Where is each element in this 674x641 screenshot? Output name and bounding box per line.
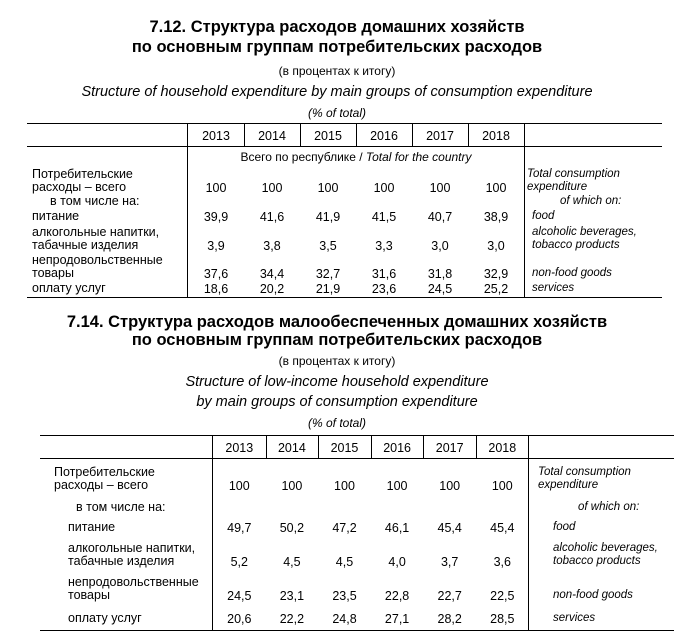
t1-cell-value: 21,9 [315, 282, 341, 296]
t2-year-2015: 2015 [330, 441, 359, 455]
t1-cell-value: 25,2 [483, 282, 509, 296]
table1-top-rule [27, 123, 662, 124]
table1-header-rule [27, 146, 662, 147]
t2-row-label: расходы – всего [54, 478, 149, 492]
t1-cell-value: 41,9 [315, 210, 341, 224]
t1-cell-value: 3,0 [487, 239, 505, 253]
t1-row-label: оплату услуг [32, 281, 106, 295]
table1-title-line2: по основным группам потребительских расходов [131, 38, 543, 56]
t2-row-label-en: food [553, 521, 576, 533]
t1-year-2014: 2014 [258, 129, 286, 143]
t2-row-label: в том числе на: [76, 500, 166, 514]
t2-row-label: питание [68, 520, 116, 534]
t1-cell-value: 100 [373, 181, 395, 195]
t2-row-label-en: Total consumption [538, 466, 631, 478]
t1-cell-value: 18,6 [203, 282, 229, 296]
t2-cell-value: 28,2 [437, 612, 462, 626]
t2-cell-value: 22,7 [437, 589, 462, 603]
t1-cell-value: 31,6 [371, 267, 397, 281]
t2-cell-value: 100 [281, 479, 303, 493]
t2-row-label: оплату услуг [68, 611, 142, 625]
t2-cell-value: 3,7 [440, 555, 459, 569]
t2-row-label-en: tobacco products [553, 555, 641, 567]
t1-row-label-en: of which on: [560, 195, 622, 207]
t2-cell-value: 100 [439, 479, 461, 493]
t1-year-2016: 2016 [370, 129, 398, 143]
table1-subheader [188, 150, 524, 164]
table2-title-line1: 7.14. Структура расходов малообеспеченных домашних хозяйств [66, 313, 608, 331]
t2-row-label: Потребительские [54, 465, 155, 479]
t1-cell-value: 100 [205, 181, 227, 195]
t1-row-label-en: food [532, 210, 555, 222]
t1-row-label-en: tobacco products [532, 239, 620, 251]
t2-cell-value: 45,4 [490, 521, 515, 535]
table2-title-line2: по основным группам потребительских расходов [131, 331, 543, 349]
t1-year-2017: 2017 [426, 129, 454, 143]
t1-year-2013: 2013 [202, 129, 230, 143]
t1-row-label: алкогольные напитки, [32, 225, 160, 239]
t2-row-label: непродовольственные [68, 575, 199, 589]
t2-cell-value: 4,5 [335, 555, 354, 569]
t2-year-2016: 2016 [383, 441, 411, 455]
table1-unit-en: (% of total) [307, 106, 367, 120]
table2-top-rule [40, 435, 674, 436]
t1-cell-value: 3,5 [319, 239, 337, 253]
t1-row-label-en: Total consumption [527, 168, 620, 180]
t1-row-label: в том числе на: [50, 194, 140, 208]
t2-cell-value: 49,7 [227, 521, 252, 535]
t2-cell-value: 100 [386, 479, 408, 493]
t2-cell-value: 100 [491, 479, 513, 493]
t2-cell-value: 23,1 [279, 589, 305, 603]
table1-subheader-ru: Всего по республике / [240, 150, 366, 164]
t1-cell-value: 32,7 [315, 267, 341, 281]
t2-year-2014: 2014 [277, 441, 306, 455]
table2-header-rule [40, 458, 674, 459]
table1-bottom-rule [27, 297, 662, 298]
t1-cell-value: 24,5 [427, 282, 453, 296]
table2-unit-ru: (в процентах к итогу) [278, 354, 396, 368]
table1-subheader-en: Total for the country [365, 150, 472, 164]
t1-cell-value: 100 [261, 181, 283, 195]
t1-cell-value: 39,9 [203, 210, 229, 224]
t2-cell-value: 45,4 [437, 521, 462, 535]
t1-cell-value: 31,8 [427, 267, 453, 281]
t2-cell-value: 22,2 [279, 612, 305, 626]
t1-cell-value: 3,9 [207, 239, 225, 253]
t2-row-label-en: non-food goods [553, 589, 633, 601]
t2-cell-value: 28,5 [490, 612, 515, 626]
t1-cell-value: 40,7 [427, 210, 453, 224]
t2-cell-value: 47,2 [332, 521, 357, 535]
t1-cell-value: 100 [429, 181, 451, 195]
t1-row-label: питание [32, 209, 80, 223]
table1-unit-ru: (в процентах к итогу) [278, 64, 396, 78]
t2-year-2013: 2013 [225, 441, 254, 455]
t2-row-label: товары [68, 588, 110, 602]
table2-unit-en: (% of total) [307, 416, 367, 430]
t2-cell-value: 100 [334, 479, 355, 493]
t2-cell-value: 22,8 [384, 589, 410, 603]
t2-cell-value: 5,2 [230, 555, 248, 569]
t1-row-label: Потребительские [32, 167, 133, 181]
t1-cell-value: 20,2 [259, 282, 285, 296]
t1-cell-value: 41,5 [371, 210, 397, 224]
t2-row-label: табачные изделия [68, 554, 175, 568]
table1-title-en: Structure of household expenditure by main groups of consumption expenditure [81, 84, 593, 100]
t1-cell-value: 32,9 [483, 267, 509, 281]
t2-cell-value: 100 [228, 479, 250, 493]
table1-title-line1: 7.12. Структура расходов домашних хозяйств [149, 18, 525, 36]
t2-cell-value: 4,0 [388, 555, 406, 569]
t2-row-label-en: of which on: [578, 501, 640, 513]
t2-cell-value: 24,8 [332, 612, 357, 626]
t2-cell-value: 46,1 [384, 521, 410, 535]
t1-cell-value: 3,0 [431, 239, 449, 253]
t2-row-label-en: services [553, 612, 596, 624]
t1-cell-value: 23,6 [371, 282, 397, 296]
t2-cell-value: 4,5 [283, 555, 301, 569]
t2-row-label-en: alcoholic beverages, [553, 542, 658, 554]
t1-row-label: табачные изделия [32, 238, 139, 252]
t2-cell-value: 23,5 [332, 589, 357, 603]
t1-year-2015: 2015 [314, 129, 342, 143]
t1-row-label-en: services [532, 282, 575, 294]
t2-year-2018: 2018 [488, 441, 517, 455]
t2-row-label: алкогольные напитки, [68, 541, 196, 555]
t1-row-label: товары [32, 266, 74, 280]
t1-year-2018: 2018 [482, 129, 510, 143]
t2-row-label-en: expenditure [538, 479, 599, 491]
table1-right-divider [524, 123, 525, 297]
t1-cell-value: 100 [485, 181, 507, 195]
t1-cell-value: 41,6 [259, 210, 285, 224]
t2-cell-value: 20,6 [227, 612, 252, 626]
t2-cell-value: 24,5 [227, 589, 252, 603]
t2-cell-value: 50,2 [279, 521, 305, 535]
t2-cell-value: 3,6 [493, 555, 511, 569]
t1-row-label: расходы – всего [32, 180, 127, 194]
table2-bottom-rule [40, 630, 674, 631]
t1-row-label-en: alcoholic beverages, [532, 226, 637, 238]
t1-row-label-en: non-food goods [532, 267, 612, 279]
t2-year-2017: 2017 [435, 441, 464, 455]
t1-cell-value: 34,4 [259, 267, 285, 281]
t2-cell-value: 27,1 [384, 612, 410, 626]
t1-row-label: непродовольственные [32, 253, 163, 267]
t1-row-label-en: expenditure [527, 181, 588, 193]
t2-cell-value: 22,5 [490, 589, 515, 603]
t1-cell-value: 38,9 [483, 210, 509, 224]
table2-title-en-line2: by main groups of consumption expenditure [196, 394, 478, 410]
table2-title-en-line1: Structure of low-income household expenditure [185, 374, 489, 390]
t1-cell-value: 100 [317, 181, 339, 195]
t1-cell-value: 3,3 [375, 239, 393, 253]
t1-cell-value: 3,8 [263, 239, 281, 253]
t1-cell-value: 37,6 [203, 267, 229, 281]
